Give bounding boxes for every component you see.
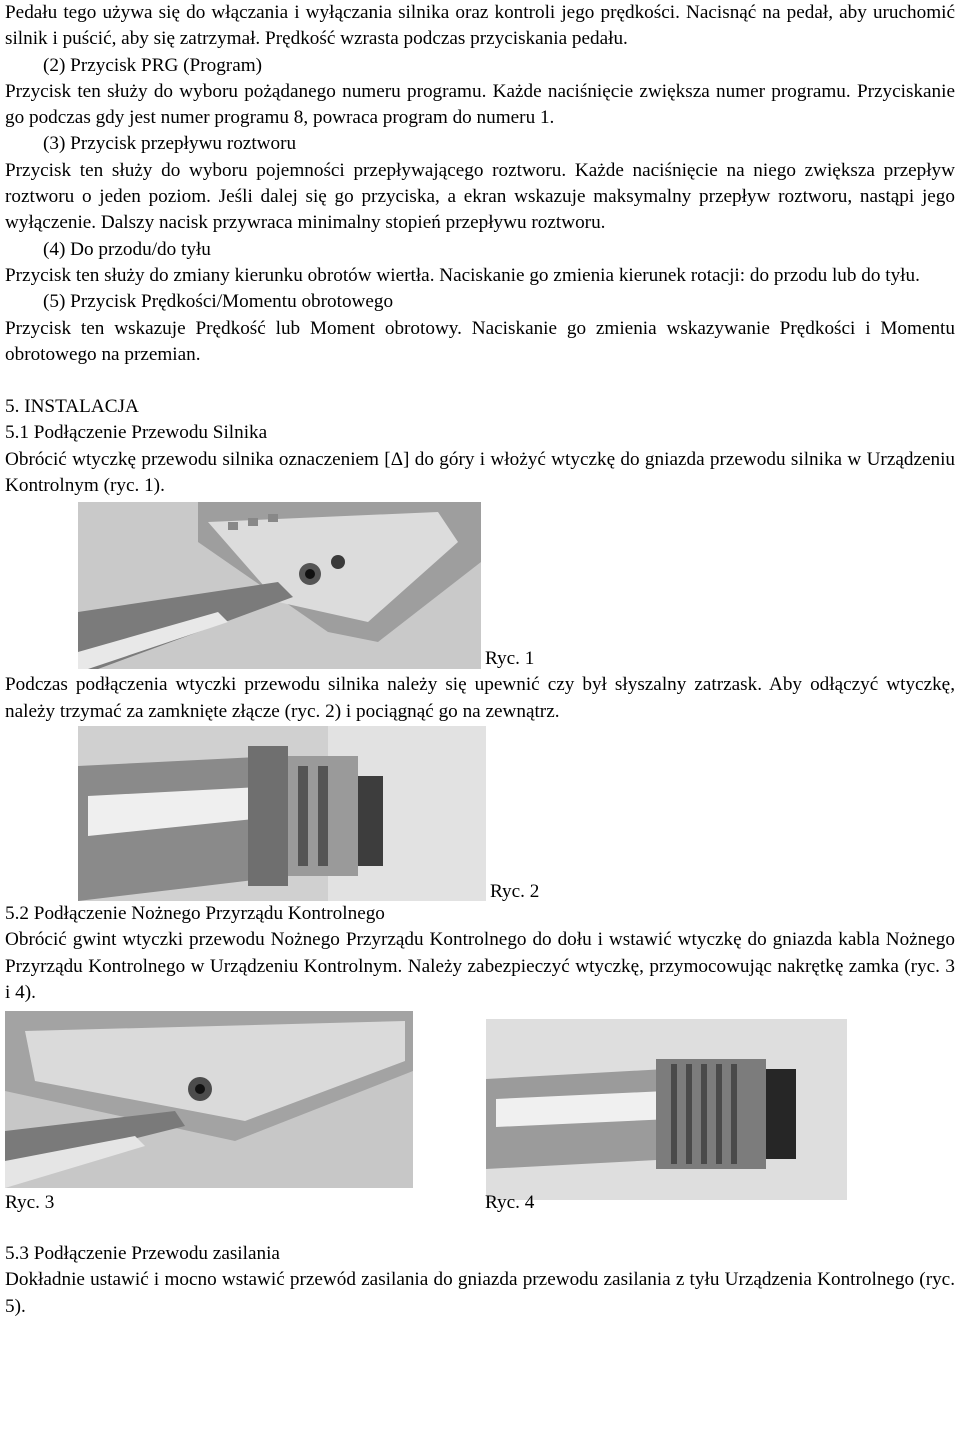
figures-3-4-row	[5, 1006, 955, 1219]
item-text-prg: Przycisk ten służy do wyboru pożądanego numeru programu. Każde naciśnięcie zwiększa numer programu. Przyciskanie go podczas gdy jest numer programu 8, powraca program do numeru 1.	[5, 80, 955, 129]
figure-1-illustration	[78, 502, 481, 669]
figure-3-photo	[5, 1011, 413, 1188]
figure-3-caption: Ryc. 3	[5, 1192, 55, 1214]
figure-4-caption: Ryc. 4	[485, 1192, 535, 1214]
item-heading-direction: (4) Do przodu/do tyłu	[43, 238, 211, 260]
item-text-direction: Przycisk ten służy do zmiany kierunku obrotów wiertła. Naciskanie go zmienia kierunek rotacji: do przodu lub do tyłu.	[5, 264, 920, 286]
figure-4-illustration	[486, 1019, 847, 1200]
figure-2-photo	[78, 726, 486, 901]
figure-4-photo	[486, 1019, 847, 1200]
section-title-5-3: 5.3 Podłączenie Przewodu zasilania	[5, 1243, 280, 1265]
figure-1-caption: Ryc. 1	[485, 648, 535, 670]
figure-2-illustration	[78, 726, 486, 901]
item-text-speed: Przycisk ten wskazuje Prędkość lub Moment obrotowy. Naciskanie go zmienia wskazywanie Prędkości i Momentu obrotowego na przemian.	[5, 317, 955, 365]
section-title-installation: 5. INSTALACJA	[5, 396, 139, 418]
item-heading-prg: (2) Przycisk PRG (Program)	[43, 54, 263, 76]
item-heading-flow: (3) Przycisk przepływu roztworu	[43, 133, 297, 155]
section-text-5-1-continued: Podczas podłączenia wtyczki przewodu silnika należy się upewnić czy był słyszalny zatrzask. Aby odłączyć wtyczkę, należy trzymać za zamknięte złącze (ryc. 2) i pociągnąć go na zewnątrz.	[5, 674, 955, 722]
figure-1-row	[5, 499, 955, 672]
section-text-5-1: Obrócić wtyczkę przewodu silnika oznaczeniem [Δ] do góry i włożyć wtyczkę do gniazda przewodu silnika w Urządzeniu Kontrolnym (ryc. 1).	[5, 448, 955, 497]
document-page	[5, 0, 955, 1320]
item-heading-speed: (5) Przycisk Prędkości/Momentu obrotowego	[43, 291, 394, 313]
figure-2-row	[5, 725, 955, 901]
section-text-5-2: Obrócić gwint wtyczki przewodu Nożnego Przyrządu Kontrolnego do dołu i wstawić wtyczkę do gniazda kabla Nożnego Przyrządu Kontrolnego w Urządzeniu Kontrolnym. Należy zabezpieczyć wtyczkę, przymocowując nakrętkę zamka (ryc. 3 i 4).	[5, 929, 955, 1003]
section-title-5-2: 5.2 Podłączenie Nożnego Przyrządu Kontrolnego	[5, 902, 385, 924]
figure-2-caption: Ryc. 2	[490, 880, 540, 902]
section-title-5-1: 5.1 Podłączenie Przewodu Silnika	[5, 422, 268, 444]
figure-1-photo	[78, 502, 481, 669]
item-text-flow: Przycisk ten służy do wyboru pojemności przepływającego roztworu. Każde naciśnięcie na niego zwiększa przepływ roztworu o jeden poziom. Jeśli dalej się go przyciska, a ekran wskazuje maksymalny przepływ roztworu, nastąpi jego wyłączenie. Dalszy nacisk przywraca minimalny stopień przepływu roztworu.	[5, 159, 955, 234]
figure-3-illustration	[5, 1011, 413, 1188]
intro-paragraph: Pedału tego używa się do włączania i wyłączania silnika oraz kontroli jego prędkości. Nacisnąć na pedał, aby uruchomić silnik i puścić, aby się zatrzymał. Prędkość wzrasta podczas przyciskania pedału.	[5, 2, 955, 50]
section-text-5-3: Dokładnie ustawić i mocno wstawić przewód zasilania do gniazda przewodu zasilania z tyłu Urządzenia Kontrolnego (ryc. 5).	[5, 1269, 955, 1317]
